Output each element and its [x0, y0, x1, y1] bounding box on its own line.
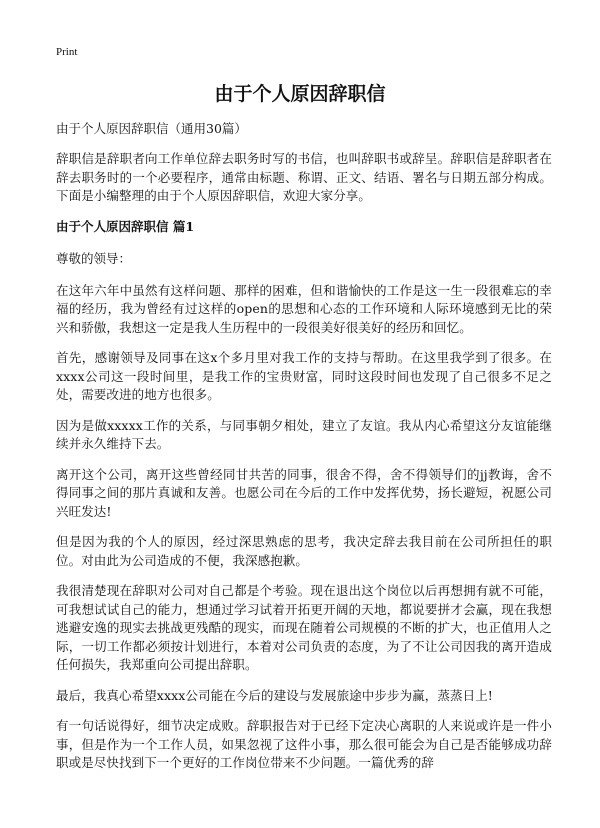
- intro-paragraph: 辞职信是辞职者向工作单位辞去职务时写的书信，也叫辞职书或辞呈。辞职信是辞职者在辞去职务时的一个必要程序，通常由标题、称谓、正文、结语、署名与日期五部分构成。下面是小编整理的由于个人原因辞职信，欢迎大家分享。: [56, 151, 552, 203]
- document-body: [56, 120, 552, 785]
- body-paragraph: 最后，我真心希望xxxx公司能在今后的建设与发展旅途中步步为赢，蒸蒸日上!: [56, 687, 493, 703]
- subtitle: 由于个人原因辞职信（通用30篇）: [56, 121, 247, 136]
- body-paragraph: 有一句话说得好，细节决定成败。辞职报告对于已经下定决心离职的人来说或许是一件小事，但是作为一个工作人员，如果忽视了这件小事，那么很可能会为自己是否能够成功辞职或是尽快找到下一个更好的工作岗位带来不少问题。一篇优秀的辞: [56, 718, 552, 770]
- body-paragraph: 离开这个公司，离开这些曾经同甘共苦的同事，很舍不得，舍不得领导们的jj教诲，舍不得同事之间的那片真诚和友善。也愿公司在今后的工作中发挥优势，扬长避短，祝愿公司兴旺发达!: [56, 466, 552, 519]
- body-paragraph: 在这年六年中虽然有这样问题、那样的困难，但和谐愉快的工作是这一生一段很难忘的幸福的经历，我为曾经有过这样的open的思想和心态的工作环境和人际环境感到无比的荣兴和骄傲，我想这一定是我人生历程中的一段很美好很美好的经历和回忆。: [56, 282, 552, 335]
- page-title: 由于个人原因辞职信: [214, 83, 386, 105]
- section-heading: 由于个人原因辞职信 篇1: [56, 218, 195, 234]
- greeting: 尊敬的领导：: [56, 250, 132, 266]
- body-paragraph: 首先，感谢领导及同事在这x个多月里对我工作的支持与帮助。在这里我学到了很多。在xxxx公司这一段时间里，是我工作的宝贵财富，同时这段时间也发现了自己很多不足之处，需要改进的地方也很多。: [56, 350, 552, 402]
- body-paragraph: 因为是做xxxxx工作的关系，与同事朝夕相处，建立了友谊。我从内心希望这分友谊能继续并永久维持下去。: [56, 417, 552, 451]
- body-paragraph: 但是因为我的个人的原因，经过深思熟虑的思考，我决定辞去我目前在公司所担任的职位。对由此为公司造成的不便，我深感抱歉。: [56, 534, 552, 568]
- body-paragraph: 我很清楚现在辞职对公司对自己都是个考验。现在退出这个岗位以后再想拥有就不可能，可我想试试自己的能力，想通过学习试着开拓更开阔的天地，都说要拼才会赢，现在我想逃避安逸的现实去挑战更残酷的现实，而现在随着公司规模的不断的扩大，也正值用人之际，一切工作都必须按计划进行，本着对公司负责的态度，为了不让公司因我的离开造成任何损失，我郑重向公司提出辞职。: [56, 583, 552, 672]
- print-link[interactable]: Print: [56, 46, 78, 58]
